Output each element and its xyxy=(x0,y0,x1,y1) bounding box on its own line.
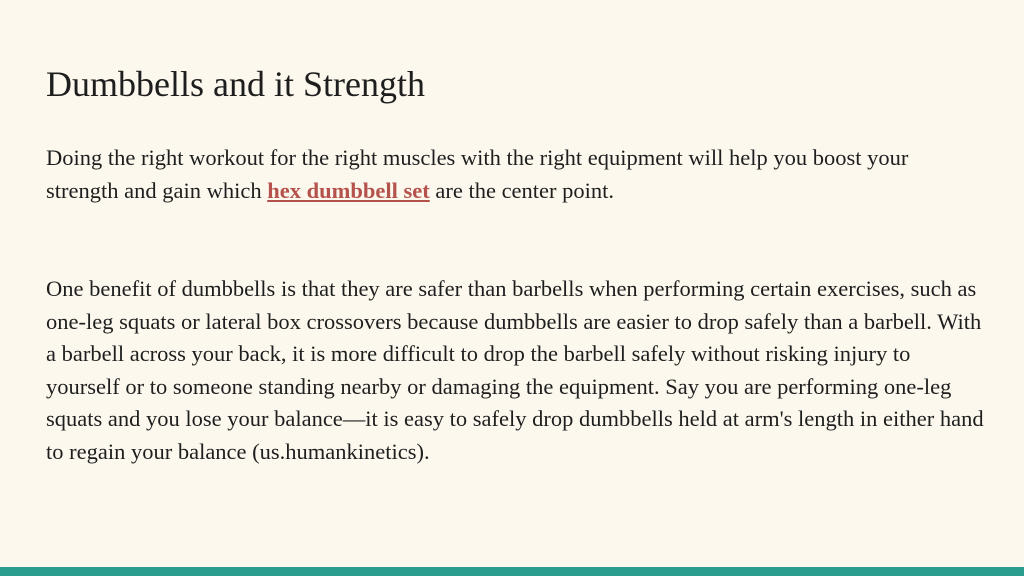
bottom-accent-bar xyxy=(0,567,1024,576)
intro-text-after-link: are the center point. xyxy=(429,177,615,203)
benefit-paragraph: One benefit of dumbbells is that they are safer than barbells when performing certain exercises, such as one-leg squats or lateral box crossovers because dumbbells are easier to drop safely than a barbell. With a barbell across your back, it is more difficult to drop the barbell safely without risking injury to yourself or to someone standing nearby or damaging the equipment. Say you are performing one-leg squats and you lose your balance—it is easy to safely drop dumbbells held at arm's length in either hand to regain your balance (us.humankinetics). xyxy=(46,276,984,464)
hex-dumbbell-set-link[interactable]: hex dumbbell set xyxy=(267,177,430,203)
slide-title: Dumbbells and it Strength xyxy=(46,64,425,104)
intro-text-before-link: Doing the right workout for the right muscles with the right equipment will help you boost your strength and gain which xyxy=(46,145,909,203)
intro-paragraph xyxy=(46,142,986,207)
